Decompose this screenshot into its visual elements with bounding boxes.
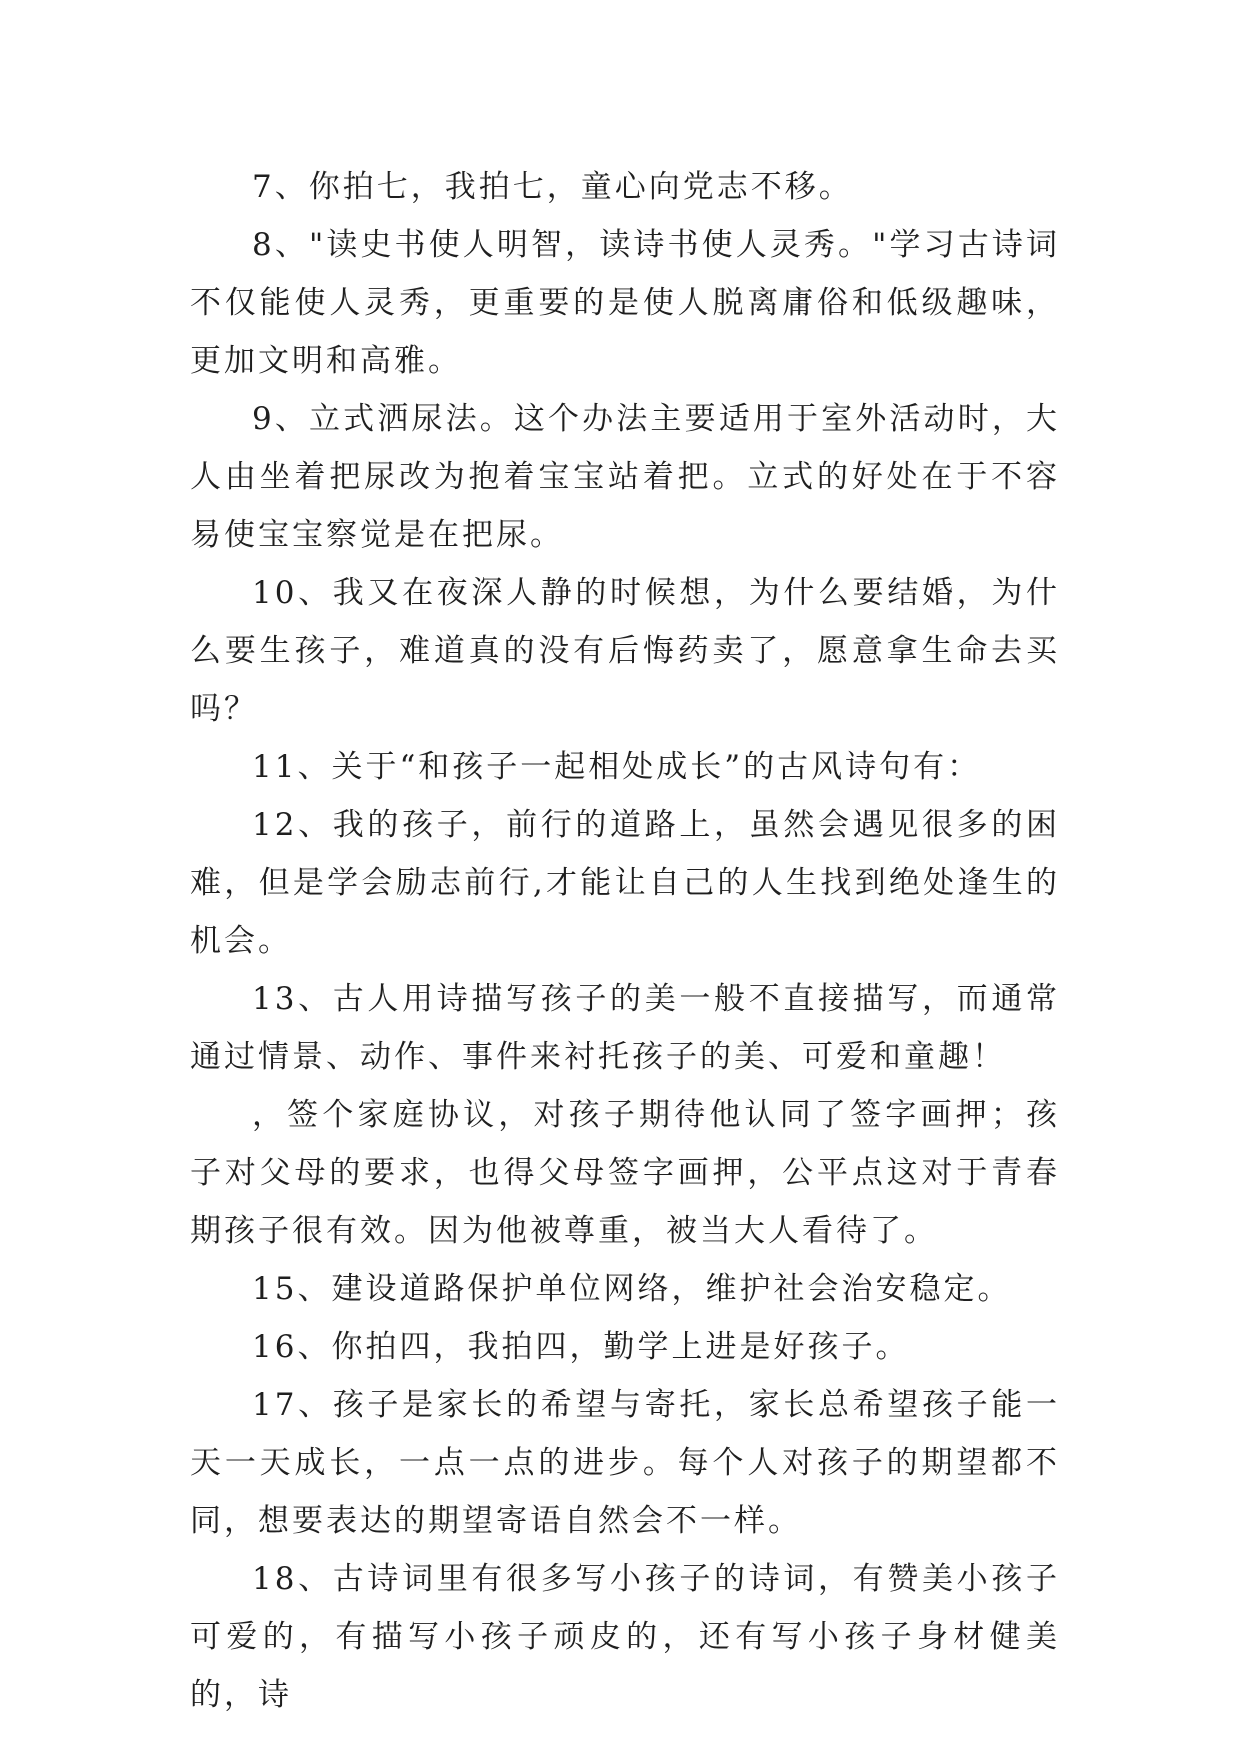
paragraph: 11、关于“和孩子一起相处成长”的古风诗句有： (252, 749, 982, 785)
paragraph: 10、我又在夜深人静的时候想，为什么要结婚，为什么要生孩子，难道真的没有后悔药卖了，愿意拿生命去买吗？ (190, 575, 1060, 727)
paragraph: 7、你拍七，我拍七，童心向党志不移。 (252, 169, 853, 205)
paragraph: 15、建设道路保护单位网络，维护社会治安稳定。 (252, 1271, 1012, 1307)
document-body (190, 158, 1060, 1724)
paragraph: 9、立式洒尿法。这个办法主要适用于室外活动时，大人由坐着把尿改为抱着宝宝站着把。立式的好处在于不容易使宝宝察觉是在把尿。 (190, 401, 1060, 553)
paragraph: ，签个家庭协议，对孩子期待他认同了签字画押；孩子对父母的要求，也得父母签字画押，公平点这对于青春期孩子很有效。因为他被尊重，被当大人看待了。 (190, 1097, 1060, 1249)
paragraph: 8、"读史书使人明智，读诗书使人灵秀。"学习古诗词不仅能使人灵秀，更重要的是使人脱离庸俗和低级趣味，更加文明和高雅。 (190, 227, 1060, 379)
paragraph: 16、你拍四，我拍四，勤学上进是好孩子。 (252, 1329, 910, 1365)
paragraph: 18、古诗词里有很多写小孩子的诗词，有赞美小孩子可爱的，有描写小孩子顽皮的，还有写小孩子身材健美的，诗 (190, 1561, 1060, 1713)
paragraph: 13、古人用诗描写孩子的美一般不直接描写，而通常通过情景、动作、事件来衬托孩子的美、可爱和童趣！ (190, 981, 1060, 1075)
paragraph: 17、孩子是家长的希望与寄托，家长总希望孩子能一天一天成长，一点一点的进步。每个人对孩子的期望都不同，想要表达的期望寄语自然会不一样。 (190, 1387, 1060, 1539)
paragraph: 12、我的孩子，前行的道路上，虽然会遇见很多的困难，但是学会励志前行,才能让自己的人生找到绝处逢生的机会。 (190, 807, 1060, 959)
